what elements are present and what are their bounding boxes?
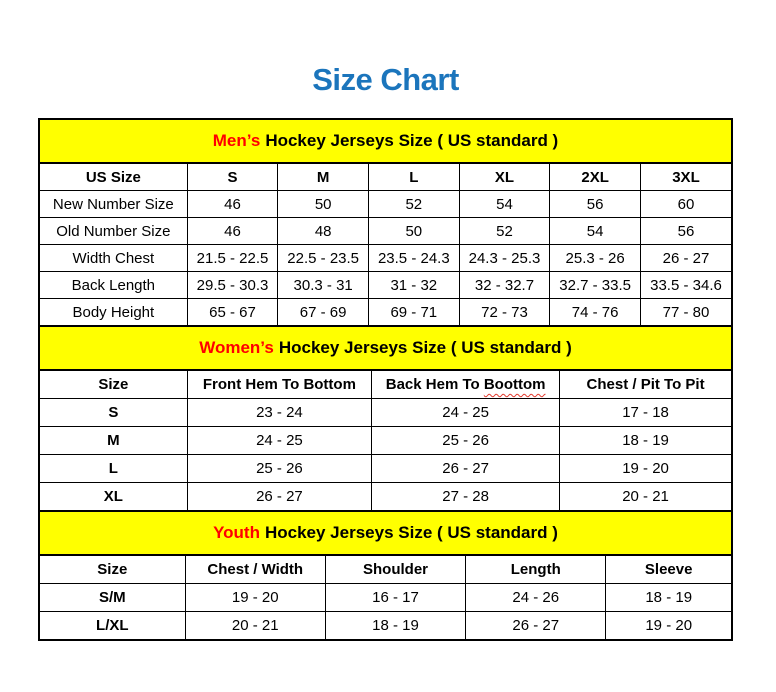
womens-cell: 24 - 25 (372, 399, 560, 427)
mens-cell: 52 (368, 191, 459, 218)
table-row (40, 427, 731, 455)
mens-cell: 72 - 73 (459, 299, 550, 326)
mens-cell: 32 - 32.7 (459, 272, 550, 299)
size-chart-tables (38, 118, 733, 641)
youth-cell: 19 - 20 (606, 612, 731, 640)
mens-row-label: New Number Size (40, 191, 187, 218)
womens-cell: 19 - 20 (560, 455, 731, 483)
mens-cell: 54 (550, 218, 641, 245)
mens-cell: 25.3 - 26 (550, 245, 641, 272)
youth-section-header (40, 510, 731, 556)
womens-col-header-back-hem (372, 371, 560, 399)
womens-section-header-accent: Women’s (199, 338, 274, 357)
mens-cell: 56 (550, 191, 641, 218)
table-row (40, 584, 731, 612)
mens-col-header-m: M (278, 164, 369, 191)
womens-cell: 24 - 25 (187, 427, 371, 455)
mens-cell: 21.5 - 22.5 (187, 245, 278, 272)
womens-cell: 26 - 27 (187, 483, 371, 511)
mens-cell: 29.5 - 30.3 (187, 272, 278, 299)
back-hem-misspelled-word: Boottom (483, 376, 546, 393)
mens-row-label: Old Number Size (40, 218, 187, 245)
table-row (40, 191, 731, 218)
mens-col-header-xl: XL (459, 164, 550, 191)
womens-row-label: M (40, 427, 187, 455)
mens-size-table (40, 164, 731, 325)
mens-cell: 46 (187, 191, 278, 218)
youth-section-header-text: Hockey Jerseys Size ( US standard ) (264, 523, 558, 542)
mens-col-header-us-size: US Size (40, 164, 187, 191)
mens-col-header-l: L (368, 164, 459, 191)
mens-cell: 74 - 76 (550, 299, 641, 326)
mens-section-header (40, 120, 731, 164)
mens-cell: 77 - 80 (640, 299, 731, 326)
mens-cell: 26 - 27 (640, 245, 731, 272)
mens-row-label: Back Length (40, 272, 187, 299)
womens-col-header-front-hem: Front Hem To Bottom (187, 371, 371, 399)
youth-cell: 26 - 27 (466, 612, 606, 640)
mens-cell: 65 - 67 (187, 299, 278, 326)
mens-row-label: Width Chest (40, 245, 187, 272)
mens-cell: 52 (459, 218, 550, 245)
mens-cell: 33.5 - 34.6 (640, 272, 731, 299)
mens-cell: 56 (640, 218, 731, 245)
womens-size-table (40, 371, 731, 510)
womens-row-label: XL (40, 483, 187, 511)
table-row (40, 483, 731, 511)
youth-cell: 18 - 19 (606, 584, 731, 612)
youth-col-header-sleeve: Sleeve (606, 556, 731, 584)
womens-cell: 18 - 19 (560, 427, 731, 455)
womens-cell: 25 - 26 (372, 427, 560, 455)
mens-cell: 46 (187, 218, 278, 245)
mens-cell: 50 (278, 191, 369, 218)
mens-cell: 48 (278, 218, 369, 245)
womens-row-label: L (40, 455, 187, 483)
mens-cell: 24.3 - 25.3 (459, 245, 550, 272)
mens-cell: 60 (640, 191, 731, 218)
back-hem-prefix: Back Hem To (385, 376, 480, 393)
womens-section-header-text: Hockey Jerseys Size ( US standard ) (278, 338, 572, 357)
table-row (40, 218, 731, 245)
womens-section-header (40, 325, 731, 371)
table-row (40, 272, 731, 299)
table-row (40, 612, 731, 640)
womens-cell: 26 - 27 (372, 455, 560, 483)
womens-cell: 20 - 21 (560, 483, 731, 511)
youth-cell: 18 - 19 (325, 612, 465, 640)
youth-row-label: S/M (40, 584, 185, 612)
womens-cell: 17 - 18 (560, 399, 731, 427)
youth-cell: 16 - 17 (325, 584, 465, 612)
womens-col-header-chest: Chest / Pit To Pit (560, 371, 731, 399)
mens-cell: 32.7 - 33.5 (550, 272, 641, 299)
mens-section-header-text: Hockey Jerseys Size ( US standard ) (265, 131, 559, 150)
youth-size-table (40, 556, 731, 639)
youth-cell: 24 - 26 (466, 584, 606, 612)
mens-cell: 22.5 - 23.5 (278, 245, 369, 272)
mens-row-label: Body Height (40, 299, 187, 326)
table-row (40, 299, 731, 326)
womens-cell: 23 - 24 (187, 399, 371, 427)
table-row (40, 399, 731, 427)
youth-section-header-accent: Youth (213, 523, 260, 542)
womens-col-header-size: Size (40, 371, 187, 399)
mens-cell: 50 (368, 218, 459, 245)
mens-section-header-accent: Men’s (212, 131, 261, 150)
youth-col-header-size: Size (40, 556, 185, 584)
womens-header-row (40, 371, 731, 399)
youth-col-header-length: Length (466, 556, 606, 584)
mens-col-header-2xl: 2XL (550, 164, 641, 191)
page-title: Size Chart (312, 62, 459, 97)
youth-cell: 19 - 20 (185, 584, 325, 612)
womens-cell: 27 - 28 (372, 483, 560, 511)
mens-cell: 23.5 - 24.3 (368, 245, 459, 272)
youth-row-label: L/XL (40, 612, 185, 640)
table-row (40, 245, 731, 272)
mens-cell: 31 - 32 (368, 272, 459, 299)
youth-col-header-shoulder: Shoulder (325, 556, 465, 584)
youth-col-header-chest-width: Chest / Width (185, 556, 325, 584)
mens-header-row (40, 164, 731, 191)
youth-header-row (40, 556, 731, 584)
youth-cell: 20 - 21 (185, 612, 325, 640)
mens-col-header-s: S (187, 164, 278, 191)
table-row (40, 455, 731, 483)
mens-cell: 67 - 69 (278, 299, 369, 326)
mens-col-header-3xl: 3XL (640, 164, 731, 191)
mens-cell: 69 - 71 (368, 299, 459, 326)
mens-cell: 30.3 - 31 (278, 272, 369, 299)
womens-cell: 25 - 26 (187, 455, 371, 483)
womens-row-label: S (40, 399, 187, 427)
mens-cell: 54 (459, 191, 550, 218)
